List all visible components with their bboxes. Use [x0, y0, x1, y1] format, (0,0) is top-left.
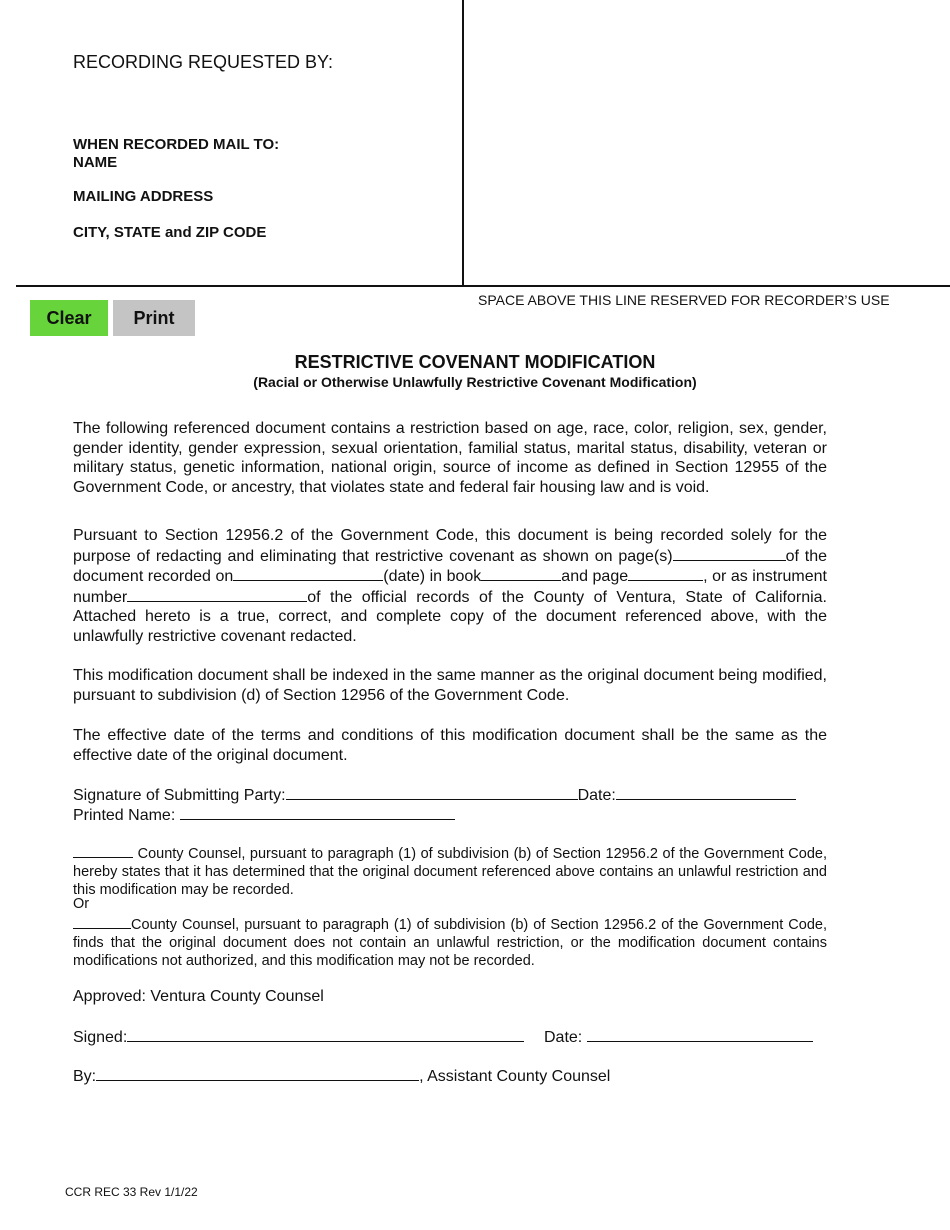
approve-initials-field[interactable]	[73, 843, 133, 858]
signed-field[interactable]	[127, 1027, 524, 1042]
city-state-zip-label: CITY, STATE and ZIP CODE	[73, 224, 267, 241]
p2-text-c: (date) in book	[383, 568, 482, 585]
approval-date-row	[544, 1027, 813, 1047]
print-button[interactable]: Print	[113, 300, 195, 336]
name-label: NAME	[73, 154, 118, 171]
recording-requested-by-label: RECORDING REQUESTED BY:	[73, 52, 334, 72]
counsel-option-approve	[73, 843, 827, 899]
recorder-space-line	[16, 285, 950, 287]
signed-label: Signed:	[73, 1029, 128, 1046]
or-label: Or	[73, 896, 90, 912]
when-recorded-label: WHEN RECORDED MAIL TO:	[73, 136, 280, 153]
printed-name-label: Printed Name:	[73, 807, 176, 824]
submitting-party-signature-field[interactable]	[286, 785, 578, 800]
paragraph-restriction-text: The following referenced document contains a restriction based on age, race, color, religion, sex, gender, gender identity, gender expression, sexual orientation, familial status, marital status, disability, veteran or military status, genetic information, national origin, source of income as defined in Section 12955 of the Government Code, or ancestry, that violates state and federal fair housing law and is void.	[73, 420, 827, 496]
p2-text-f: of the official records of the County of Ventura, State of California. Attached hereto is a true, correct, and complete copy of the document referenced above, with the unlawfully restrictive covenant redacted.	[73, 588, 827, 645]
paragraph-restriction	[73, 419, 827, 497]
approval-date-label: Date:	[544, 1029, 583, 1046]
instrument-number-field[interactable]	[127, 587, 307, 602]
p2-text-e: , or as instrument number	[73, 568, 827, 606]
approved-label: Approved: Ventura County Counsel	[73, 988, 324, 1005]
mailing-address-label: MAILING ADDRESS	[73, 188, 214, 205]
recorder-box-divider	[462, 0, 464, 286]
signed-row	[73, 1027, 524, 1047]
by-field[interactable]	[96, 1066, 419, 1081]
counsel-option-deny-text: County Counsel, pursuant to paragraph (1) of subdivision (b) of Section 12956.2 of the Government Code, finds that the original document does not contain an unlawful restriction, or the modification document contains modifications not authorized, and this modification may not be recorded.	[73, 917, 827, 969]
by-label: By:	[73, 1068, 97, 1085]
book-field[interactable]	[481, 566, 561, 581]
p2-text-d: and page	[561, 568, 629, 585]
approval-date-field[interactable]	[587, 1027, 813, 1042]
recorder-use-note: SPACE ABOVE THIS LINE RESERVED FOR RECORDER’S USE	[478, 292, 890, 308]
paragraph-indexing	[73, 666, 827, 705]
paragraph-indexing-text: This modification document shall be indexed in the same manner as the original document being modified, pursuant to subdivision (d) of Section 12956 of the Government Code.	[73, 667, 827, 704]
counsel-option-approve-text: County Counsel, pursuant to paragraph (1) of subdivision (b) of Section 12956.2 of the Government Code, hereby states that it has determined that the original document referenced above contains an unlawful restriction and this modification may be recorded.	[73, 846, 827, 898]
submitting-date-field[interactable]	[616, 785, 796, 800]
submitting-party-row	[73, 785, 796, 805]
form-subtitle: (Racial or Otherwise Unlawfully Restrictive Covenant Modification)	[253, 374, 697, 390]
submitting-party-label: Signature of Submitting Party:	[73, 787, 286, 804]
p2-text-a: Pursuant to Section 12956.2 of the Government Code, this document is being recorded solely for the purpose of redacting and eliminating that restrictive covenant as shown on page(s)	[73, 527, 827, 565]
recorded-date-field[interactable]	[233, 566, 383, 581]
page-field[interactable]	[628, 566, 703, 581]
pages-field[interactable]	[673, 546, 786, 561]
counsel-option-deny	[73, 914, 827, 970]
deny-initials-field[interactable]	[73, 914, 131, 929]
paragraph-effective-date-text: The effective date of the terms and conditions of this modification document shall be the same as the effective date of the original document.	[73, 727, 827, 764]
submitting-date-label: Date:	[577, 787, 616, 804]
by-row	[73, 1066, 610, 1086]
clear-button[interactable]: Clear	[30, 300, 108, 336]
printed-name-field[interactable]	[180, 805, 455, 820]
form-title: RESTRICTIVE COVENANT MODIFICATION	[294, 352, 656, 372]
p2-text-b: of the document recorded on	[73, 547, 827, 585]
paragraph-recording	[73, 526, 827, 646]
paragraph-effective-date	[73, 726, 827, 765]
printed-name-row	[73, 805, 455, 825]
assistant-counsel-label: , Assistant County Counsel	[419, 1068, 611, 1085]
form-revision: CCR REC 33 Rev 1/1/22	[65, 1185, 198, 1199]
